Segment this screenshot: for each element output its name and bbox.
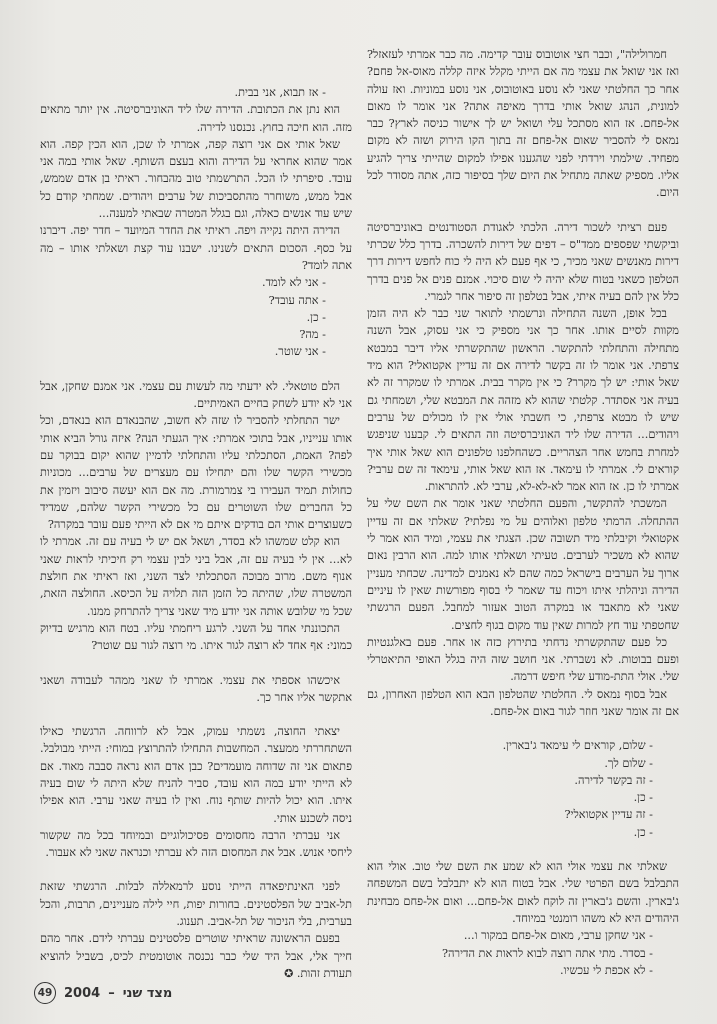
paragraph [40, 136, 352, 222]
paragraph-text: חמרולילה", וכבר חצי אוטובוס עובר קדימה. מה כבר אמרתי לעזאזל? ואז אני שואל את עצמי מה אם הייתי מקלל איזה קללה מאוס-אל פחם? אחר כך החלטתי שאני לא נוסע באוטובוס, אני נוסע במוניות. ואז עולה למונית, הנהג שואל אותי בדרך מאיפה אתה? אני אומר לו מאום אל-פחם. אז הוא מסתכל עלי ושואל יש לך אישור כניסה לארץ? כבר נמאס לי להסביר שאום אל-פחם זה בתוך הקו הירוק ושזה לא מקום מפחיד. שילמתי וירדתי לפני שהגענו אפילו למקום שהייתי צריך להגיע אליו. מספיק שאתה מתחיל את היום שלך בסיפור כזה, אתה מסודר לכל היום. [367, 48, 679, 200]
paragraph [40, 101, 352, 136]
paragraph [367, 219, 679, 305]
paragraph [367, 634, 679, 686]
paragraph [40, 878, 352, 930]
dialogue-line [40, 292, 352, 309]
paragraph-text: - מה? [299, 328, 326, 342]
paragraph-text: - אני שוטר. [274, 345, 326, 359]
paragraph-text: - זה בקשר לדירה. [574, 773, 653, 787]
paragraph-text: שאל אותי אם אני רוצה קפה, אמרתי לו שכן, הוא הכין קפה. הוא אמר שהוא אחראי על הדירה והוא בעצם השותף. שאל אותי במה אני עובד. סיפרתי לו הכל. התרשמתי טוב מהבחור. ראיתי בן אדם שממש, אבל ממש, משוחרר מהתסביכות של ערבים ויהודים. שמחתי קודם כל שיש עוד אנשים כאלה, וגם בגלל המטרה שבאתי למענה... [40, 137, 352, 221]
paragraph-text: - כן. [306, 310, 326, 324]
paragraph-text: - שלום, קוראים לי עימאד ג'בארין. [502, 739, 653, 753]
left-text-column [40, 84, 352, 980]
paragraph-text: הוא נתן את הכתובת. הדירה שלו ליד האוניברסיטה. אין יותר מתאים מזה. הוא חיכה בחוץ. נכנסנו לדירה. [40, 103, 352, 134]
dialogue-line [40, 343, 352, 360]
page-number: 49 [34, 982, 56, 1004]
paragraph-text: התכוננתי אחד על השני. לרגע ריחמתי עליו. בטח הוא מרגיש בדיוק כמוני: אף אחד לא רוצה לגור איתו. מי רוצה לגור עם שוטר? [40, 621, 352, 653]
paragraph-text: אבל בסוף נמאס לי. החלטתי שהטלפון הבא הוא הטלפון האחרון, גם אם זה אומר שאני חוזר לגור באום אל-פחם. [367, 687, 679, 718]
paragraph-text: איכשהו אספתי את עצמי. אמרתי לו שאני ממהר לעבודה ושאני אתקשר אליו אחר כך. [40, 673, 352, 704]
paragraph-text: פעם רציתי לשכור דירה. הלכתי לאגודת הסטודנטים באוניברסיטה וביקשתי שפספים ממד"ס – דפים של דירות להשכרה. בדרך כלל שכרתי דירות מאנשים שאני מכיר, כי אף פעם לא היה לי כוח לחפש דירות דרך הטלפון כשאני בטוח שלא יהיה לי שום סיכוי. אמנם פנים אל פנים בדרך כלל אין להם בעיה איתי, אבל בטלפון זה סיפור אחר לגמרי. [367, 220, 679, 303]
footer-year: 2004 [64, 985, 101, 1001]
paragraph [40, 620, 352, 655]
paragraph-text: ישר התחלתי להסביר לו שזה לא חשוב, שהבנאדם הוא בנאדם, וכל אותו ענייניו, אבל בתוכי אמרתי: איך הגעתי הנה? איזה גורל הביא אותי לפה? האמת, הסתכלתי עליו והתחלתי לדמיין שהוא יקום בבוקר עם מכשירי הקשר שלו והם יתחילו עם מעצרים של ערבים... מכוניות כחולות תמיד העבירו בי צמרמורת. מה אם הוא יעשה סיבוב ויזמין את כל החברים שלו השוטרים עם כל מכשירי הקשר שלהם, שמדיד כשעוצרים אותי הם בודקים איתם מי אם לא הייתי פעם עובר במקרה? [40, 414, 352, 532]
dialogue-line [40, 274, 352, 291]
dialogue-line [367, 789, 679, 806]
paragraph-text: - אתה עובד? [268, 293, 326, 307]
paragraph-text: - זה עדיין אקטואלי? [564, 808, 653, 822]
dialogue-line [40, 309, 352, 326]
paragraph-text: - שלום לך. [604, 756, 653, 770]
paragraph-text: יצאתי החוצה, נשמתי עמוק, אבל לא לרווחה. הרגשתי כאילו השתחררתי ממעצר. המחשבות התחילו להתרוצץ במוחי: הייתי מבולבל. פתאום אני זה שדוחה מועמדים? כבן אדם הוא נראה סבבה מאוד. אם לא הייתי יודע במה הוא עובד, סביר להניח שלא היתה לי שום בעיה איתו. הוא יכול להיות שותף נוח. ואין לו בעיה שאני ערבי. הוא אפילו ניסה לשכנע אותי. [40, 725, 352, 825]
page-footer [34, 982, 172, 1004]
paragraph [40, 412, 352, 533]
paragraph [40, 533, 352, 619]
dialogue-line [367, 962, 679, 979]
dialogue-line [367, 772, 679, 789]
paragraph-text: שאלתי את עצמי אולי הוא לא שמע את השם שלי טוב. אולי הוא התבלבל בשם הפרטי שלי. אבל בטוח הוא לא יתבלבל בשם המשפחה ג'בארין. והשם ג'בארין זה לוקח לאום אל-פחם... ואום אל-פחם מבחינת היהודים היא לא משהו רומנטי במיוחד. [367, 860, 679, 925]
end-mark-icon: ✪ [284, 966, 294, 980]
paragraph-text: אני עברתי הרבה מחסומים פסיכולוגיים ובמיוחד בכל מה שקשור ליחסי אנוש. אבל את המחסום הזה לא עברתי וכנראה שאני לא אעבור. [40, 828, 352, 860]
paragraph-text: - אני שחקן ערבי, מאום אל-פחם במקור ו... [463, 929, 653, 943]
paragraph [40, 930, 352, 982]
paragraph-text: בפעם הראשונה שראיתי שוטרים פלסטינים עברתי לידם. אחר מהם חייך אלי, אבל היד שלי כבר נכנסה אוטומטית לכיס, בשביל להוציא תעודת זהות. [40, 932, 352, 980]
paragraph [367, 305, 679, 495]
paragraph-text: - אז תבוא, אני בבית. [234, 86, 326, 99]
paragraph-text: המשכתי להתקשר, והפעם החלטתי שאני אומר את השם שלי על ההתחלה. הרמתי טלפון ואלוהים על מי נפלתי? שאלתי אם זה עדיין אקטואלי וקיבלתי מיד תשובה שכן. הצגתי את עצמי, ומיד הוא אמר לי שהוא לא משכיר לערבים. טעיתי ושאלתי אותו למה. הוא הרבין נאום ארוך על הערבים בישראל כמה שהם לא נאמנים למדינה. שכחתי מעניין הדירה וניהלתי איתו ויכוח עד שאמר לי בסוף מפורשות שאין לו עיניים שאני לא מתאבד או במקרה הטוב אעזור למחבל. הפעם הרגשתי שחטפתי עוד חץ למרות שאין עוד מקום בגוף לחצים. [367, 497, 679, 632]
dialogue-line [367, 737, 679, 754]
paragraph-text: - אני לא לומד. [262, 276, 326, 290]
dialogue-line [367, 755, 679, 772]
paragraph [40, 222, 352, 274]
paragraph-text: - בסדר. מתי אתה רוצה לבוא לראות את הדירה? [441, 946, 653, 960]
paragraph-text: הלם טוטאלי. לא ידעתי מה לעשות עם עצמי. אני אמנם שחקן, אבל אני לא יודע לשחק בחיים האמיתיים. [40, 379, 352, 411]
paragraph [40, 672, 352, 707]
dialogue-line [367, 927, 679, 944]
paragraph [367, 46, 679, 202]
paragraph-text: בכל אופן, השנה התחילה ונרשמתי לתואר שני כבר לא היה הזמן מקוות לסיים אותו. אחר כך אני מספיק כי אני עסוק, אבל השנה מתחילה והתחלתי להתקשר. הראשון שהתקשרתי אליו דיבר במבטא צרפתי. אני אומר לו זה בקשר לדירה אם זה עדיין אקטואלי? הוא מיד שאל אותי: יש לך מקרר? כי אין מקרר בבית. אמרתי לו שמקרר זה לא בעיה אני אסתדר. קלטתי שהוא לא מזהה את המבטא שלי, ושמחתי גם שיש לו מבטא צרפתי, כי חשבתי אולי אין לו מכולים של ערבים ויהודים... הדירה שלו ליד האוניברסיטה וזה התאים לי. קבענו שניפגש למחרת בחמש אחר הצהריים. כשהחלפנו טלפונים הוא שאל אותי איך קוראים לי. אמרתי לו עימאד. אז הוא שאל אותי, עימאד זה שם ערבי? אמרתי לו כן. אז הוא אמר לא-לא-לא, ערבי לא. להתראות. [367, 307, 679, 494]
paragraph [40, 827, 352, 862]
magazine-name: מצד שני [122, 985, 173, 1001]
paragraph-text: - כן. [633, 791, 653, 805]
paragraph [40, 378, 352, 413]
dialogue-line [367, 824, 679, 841]
paragraph [367, 858, 679, 927]
paragraph-text: הדירה היתה נקייה ויפה. ראיתי את החדר המיועד – חדר יפה. דיברנו על כסף. הסכום התאים לשנינו. ישבנו עוד קצת ושאלתי אותו – מה אתה לומד? [40, 224, 352, 272]
dialogue-line [40, 326, 352, 343]
paragraph [367, 495, 679, 633]
paragraph-text: - כן. [633, 825, 653, 839]
paragraph-text: כל פעם שהתקשרתי נדחתי בתירוץ כזה או אחר. פעם באלגנטיות ופעם בבוטות. לא נשברתי. אני חושב שזה היה בגלל האופי התיאטרלי שלי. אולי התת-מודע שלי חיפש דרמה. [367, 635, 679, 684]
paragraph-text: הוא קלט שמשהו לא בסדר, ושאל אם יש לי בעיה עם זה. אמרתי לו לא... אין לי בעיה עם זה, אבל ביני לבין עצמי רק חיכיתי לראות שאני אנוף משם. מרוב מבוכה הסתכלתי לצד השני, ואז ראיתי את חולצת המשטרה שלו, שהיתה כל הזמן הזה תלויה על הכיסא. החולצה הזאת, שכל מי שלובש אותה אני יודע מיד שאני צריך להתרחק ממנו. [40, 535, 352, 618]
dialogue-line [367, 945, 679, 962]
dialogue-line [367, 806, 679, 823]
paragraph-text: לפני האינתיפאדה הייתי נוסע לרמאללה לבלות. הרגשתי שזאת תל-אביב של הפלסטינים. בחורות יפות, חיי לילה מעניינים, תרבות, והכל בערבית, בלי הניכור של תל-אביב. תענוג. [40, 880, 352, 929]
right-text-column [367, 46, 679, 977]
dialogue-line [40, 84, 352, 101]
footer-separator: – [108, 985, 115, 1001]
paragraph-text: - לא אכפת לי עכשיו. [560, 963, 653, 977]
paragraph [40, 723, 352, 827]
paragraph [367, 686, 679, 721]
